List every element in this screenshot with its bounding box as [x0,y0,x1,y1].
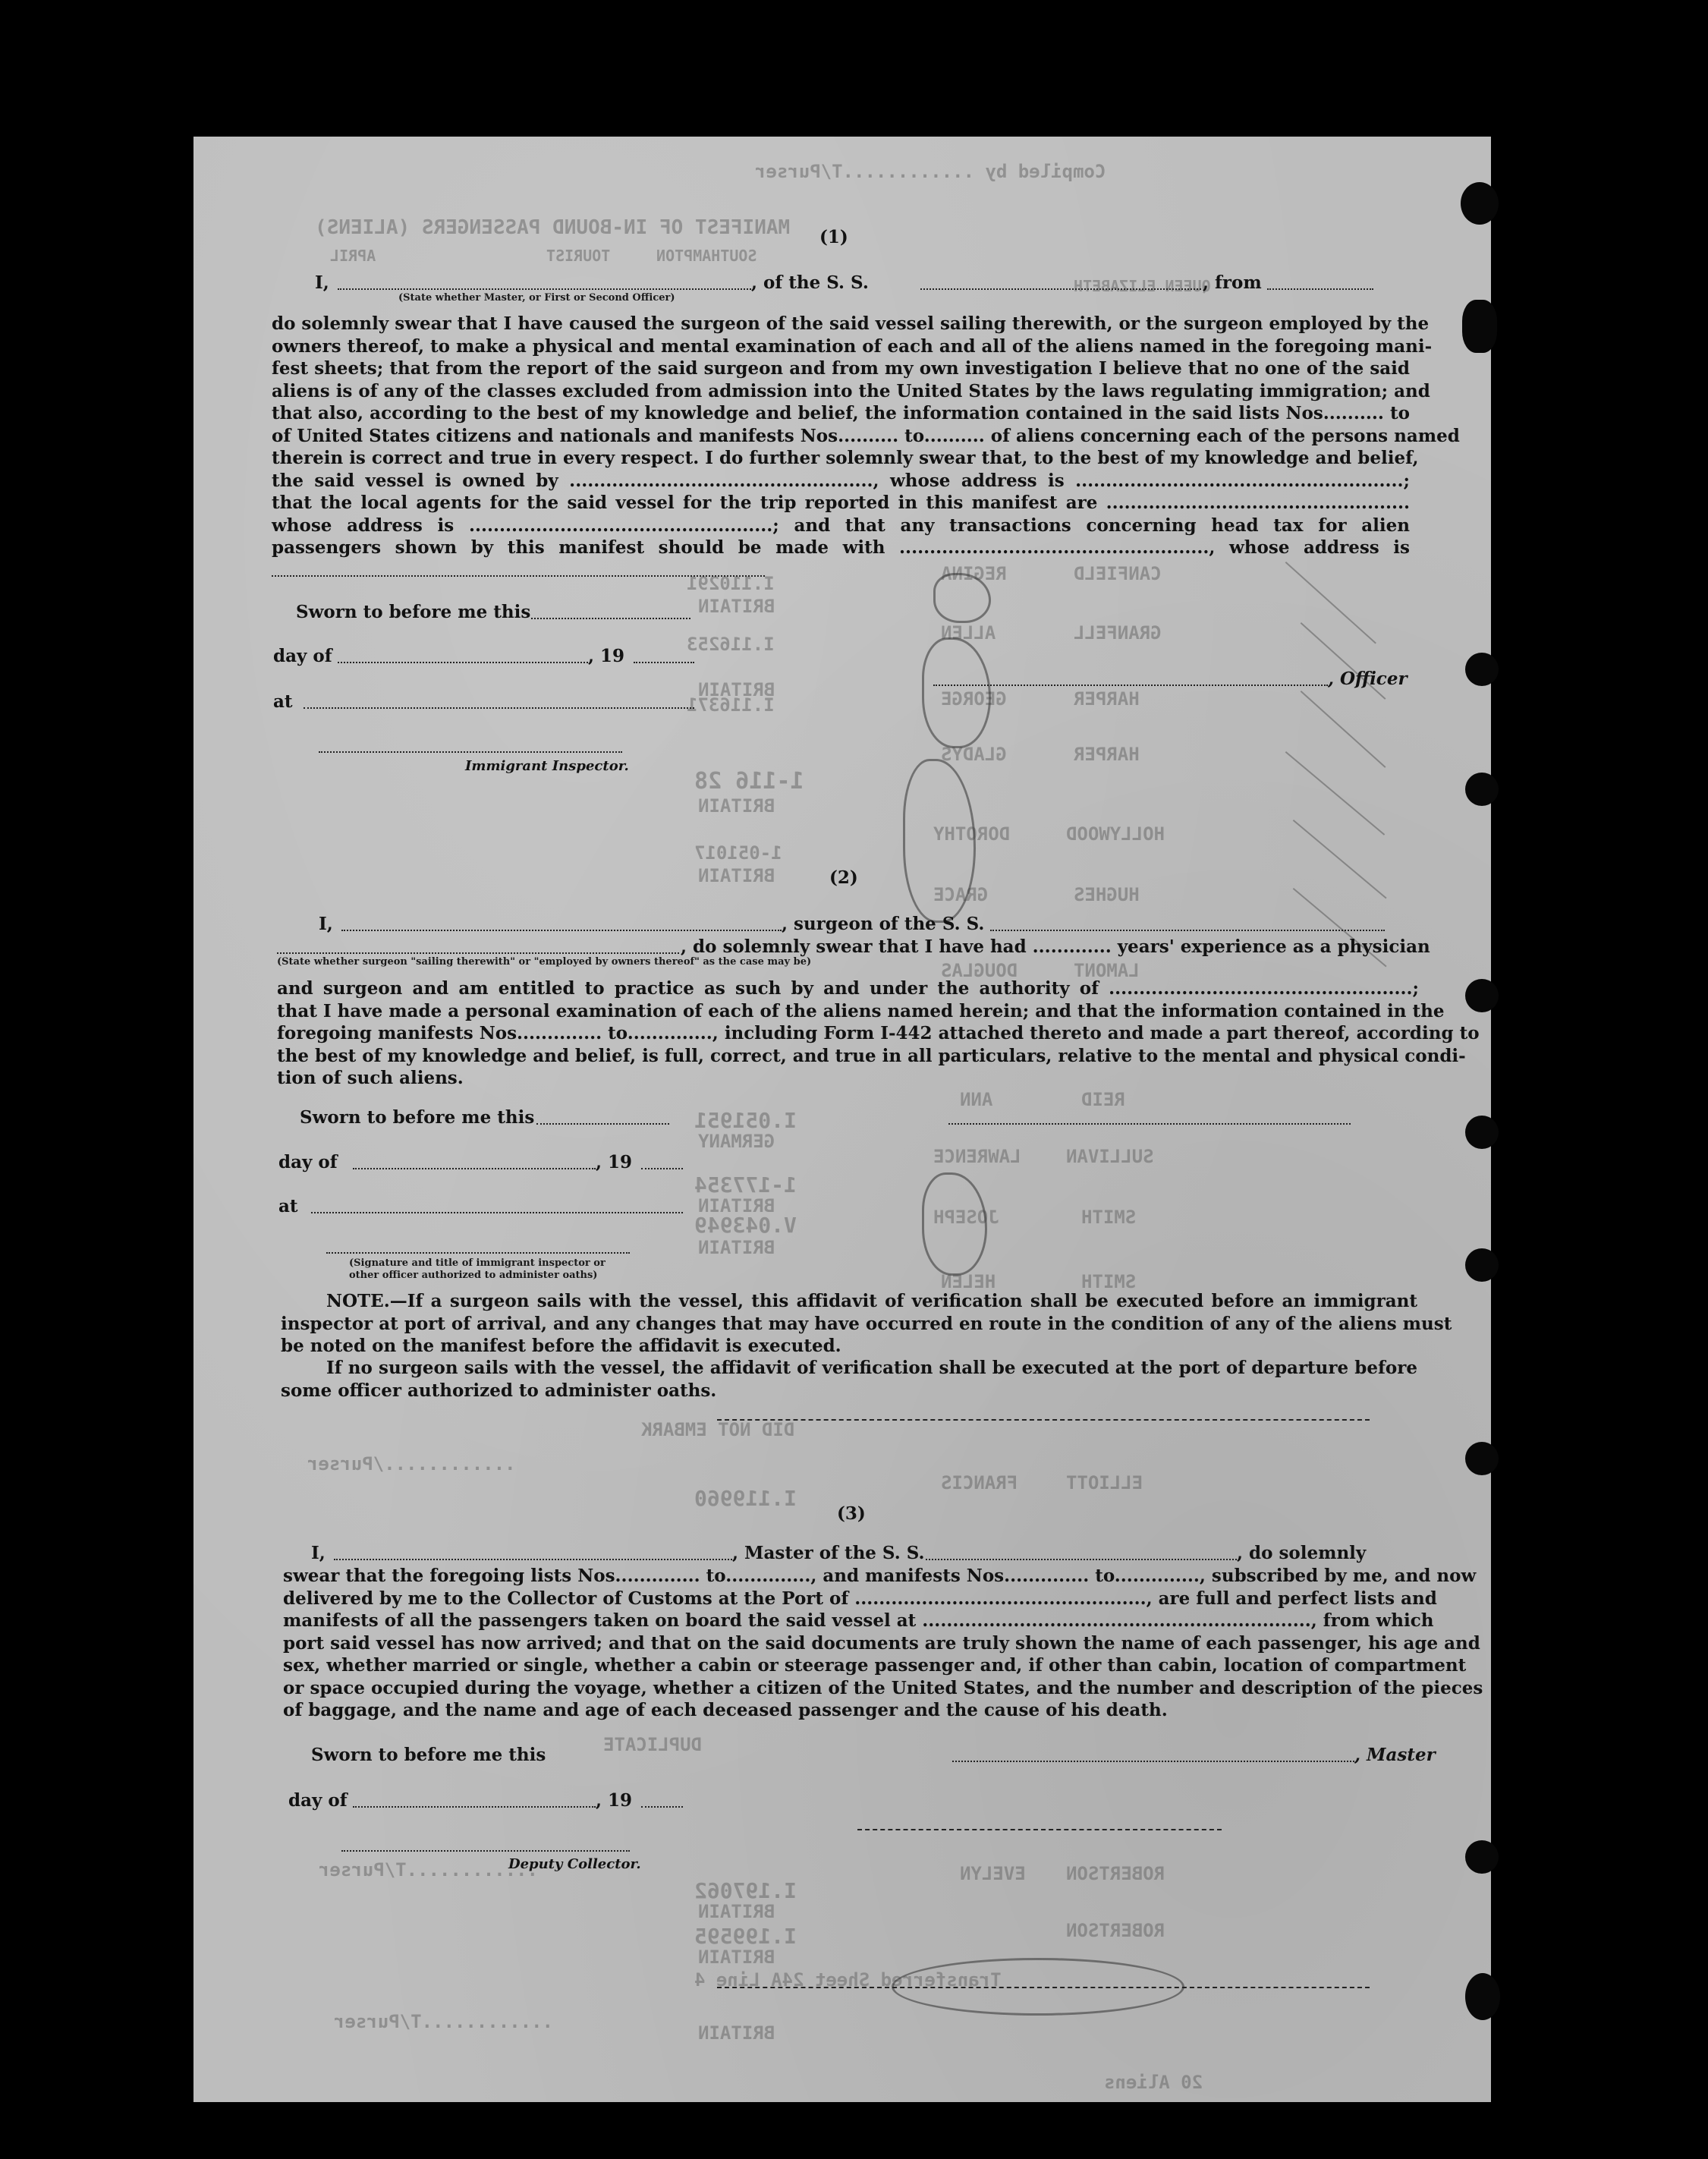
s3-collector-label: Deputy Collector. [508,1856,641,1872]
bleed-number: I.197062 [694,1878,797,1903]
note-line: be noted on the manifest before the affidavit is executed. [281,1336,841,1356]
para-line: do solemnly swear that I have caused the surgeon of the said vessel sailing therewith, or the surgeon employed by the [272,313,1430,334]
para-line: and surgeon and am entitled to practice as such by and under the authority of ..................................................; [277,978,1419,999]
s1-at-field[interactable] [304,707,694,709]
para-line: whose address is ..................................................; and that any transactions concerning head tax for alien [272,515,1410,536]
para-line: passengers shown by this manifest should be made with ..................................................., whose address is [272,537,1410,558]
bleed-aliens-count: 20 Aliens [1104,2072,1203,2093]
bleed-country: BRITAIN [698,2022,775,2044]
s1-vessel-field[interactable] [920,288,1201,290]
s2-note-paragraph [281,1290,1452,1358]
bleed-firstname: GEORGE [941,688,1007,710]
para-line: of baggage, and the name and age of each deceased passenger and the cause of his death. [283,1700,1168,1720]
s3-vessel-field[interactable] [926,1559,1237,1560]
bleed-surname: ROBERTSON [1066,1863,1165,1884]
s1-inspector-label: Immigrant Inspector. [465,758,629,774]
bleed-surname: HARPER [1074,744,1140,765]
para-line: aliens is of any of the classes excluded from admission into the United States by the laws regulating immigration; and [272,380,1430,401]
bleed-month: APRIL [330,247,376,265]
s1-at-label: at [273,691,293,712]
bleed-vessel: QUEEN ELIZABETH [1074,277,1211,295]
s2-line2: , do solemnly swear that I have had ............. years' experience as a physician [681,936,1430,957]
punch-hole [1465,979,1499,1012]
s1-officer-signature-field[interactable] [933,685,1328,686]
bleed-surname: ROBERTSON [1066,1920,1165,1941]
s3-month-field[interactable] [353,1806,596,1808]
bleed-surname: HUGHES [1074,884,1140,905]
bleed-diagonal-stroke [1285,562,1376,644]
s1-officer-name-field[interactable] [338,288,751,290]
bleed-diagonal-stroke [1285,751,1386,836]
s3-solemnly-label: , do solemnly [1237,1543,1367,1563]
bleed-number: I.110291 [687,573,775,594]
bleed-surname: LAMONT [1074,960,1140,981]
handwriting-mark [922,637,991,748]
bleed-surname: ELLIOTT [1066,1472,1143,1493]
bleed-class: TOURIST [546,247,611,265]
s2-note2-paragraph [281,1357,1417,1402]
bleed-number: I.116371 [687,694,775,716]
para-line: port said vessel has now arrived; and that on the said documents are truly shown the name of each passenger, his age and [283,1632,1480,1654]
bleed-diagonal-stroke [1301,691,1386,768]
punch-hole [1465,1248,1499,1282]
bleed-country: BRITAIN [698,1947,775,1968]
bleed-country: BRITAIN [698,596,775,617]
bleed-number: 1-116 28 [694,768,804,795]
s1-i-label: I, [315,272,329,293]
s2-sworn-label: Sworn to before me this [300,1107,535,1128]
bleed-firstname: JOSEPH [933,1207,999,1228]
s1-from-field[interactable] [1267,288,1373,290]
s2-officer-signature-field[interactable] [326,1252,630,1254]
para-line: or space occupied during the voyage, whether a citizen of the United States, and the number and description of the pieces [283,1677,1483,1698]
bleed-firstname: HELEN [941,1271,996,1292]
bleed-country: BRITAIN [698,1237,775,1258]
para-line: foregoing manifests Nos.............. to.............., including Form I-442 attached thereto and made a part thereof, according to [277,1023,1480,1043]
para-line: the best of my knowledge and belief, is full, correct, and true in all particulars, relative to the mental and physical condi- [277,1045,1466,1066]
s2-sig-note-2: other officer authorized to administer oaths) [349,1270,598,1281]
s1-of-the-ss-label: , of the S. S. [751,272,869,293]
s1-year-label: , 19 [588,646,625,666]
s1-day-of-label: day of [273,646,332,666]
para-line: swear that the foregoing lists Nos.............. to.............., and manifests Nos.............. to.............., subscribed by me, and now [283,1566,1477,1586]
s2-surgeon-of-label: , surgeon of the S. S. [782,914,985,934]
s2-sworn-day-field[interactable] [536,1123,669,1125]
s3-i-label: I, [311,1543,326,1563]
para-line: owners thereof, to make a physical and mental examination of each and all of the aliens named in the foregoing mani- [272,335,1433,357]
s3-oath-paragraph [283,1565,1483,1722]
s1-sworn-day-field[interactable] [531,618,690,619]
s2-surgeon-status-field[interactable] [277,952,679,954]
s3-master-of-label: , Master of the S. S. [732,1543,925,1563]
s1-headtax-address-field[interactable] [272,575,765,577]
bleed-header: Compiled by ............T/Purser [755,161,1106,182]
s2-sig-note-1: (Signature and title of immigrant inspector or [349,1257,606,1269]
s3-year-field[interactable] [641,1806,683,1808]
punch-hole [1465,1442,1499,1475]
para-line: the said vessel is owned by .................................................., whose address is ......................................................; [272,470,1410,491]
s2-year-label: , 19 [596,1152,633,1172]
bleed-surname: CANFIELD [1074,563,1162,584]
bleed-firstname: FRANCIS [941,1472,1018,1493]
section-3-number: (3) [837,1503,866,1524]
s2-i-label: I, [319,914,333,934]
bleed-firstname: DOROTHY [933,823,1011,845]
bleed-status: DID NOT EMBARK [641,1419,795,1440]
handwriting-mark [922,1172,987,1276]
bleed-port: SOUTHAMPTON [656,247,757,265]
punch-hole [1461,182,1499,225]
para-line: delivered by me to the Collector of Customs at the Port of ................................................, are full and perfect lists and [283,1588,1437,1609]
s3-master-name-field[interactable] [334,1559,732,1560]
bleed-country: BRITAIN [698,679,775,700]
s3-year-label: , 19 [596,1790,633,1811]
s3-master-label: , Master [1354,1745,1436,1765]
s1-from-label: , from [1203,272,1262,293]
punch-hole [1465,1116,1499,1149]
punch-hole [1465,1973,1500,2020]
s2-at-label: at [278,1196,298,1216]
bleed-purser: ............/Purser [307,1453,516,1474]
s2-oath-officer-signature-field[interactable] [717,1419,1370,1421]
s2-inspector-signature-field[interactable] [948,1123,1351,1125]
bleed-country: BRITAIN [698,1901,775,1922]
s1-year-field[interactable] [634,662,694,663]
bleed-country: GERMANY [698,1131,775,1152]
bleed-firstname: GRACE [933,884,989,905]
punch-hole [1462,300,1497,353]
note-line: NOTE.—If a surgeon sails with the vessel, this affidavit of verification shall be executed before an immigrant [326,1291,1417,1311]
bleed-firstname: ANN [960,1089,993,1110]
s3-dashed-rule [717,1987,1370,1988]
bleed-firstname: LAWRENCE [933,1146,1021,1167]
bleed-purser: ............T/Purser [319,1859,538,1880]
s3-day-of-label: day of [288,1790,348,1811]
s3-dashed-rule [857,1829,1222,1830]
manifest-page [193,137,1491,2102]
note-line: If no surgeon sails with the vessel, the affidavit of verification shall be executed at the port of departure before [326,1358,1417,1378]
s3-sworn-label: Sworn to before me this [311,1745,546,1765]
s1-inspector-signature-field[interactable] [319,751,622,753]
punch-hole [1465,1840,1499,1874]
s1-month-field[interactable] [338,662,588,663]
bleed-surname: GRANFELL [1074,622,1162,644]
bleed-diagonal-stroke [1293,820,1387,899]
bleed-transferred: Transferred Sheet 24A Line 4 [694,1969,1002,1991]
bleed-number: I.199595 [694,1924,797,1949]
s3-collector-signature-field[interactable] [341,1850,630,1852]
para-line: that I have made a personal examination of each of the aliens named herein; and that the information contained in the [277,1000,1445,1021]
s2-surgeon-note: (State whether surgeon "sailing therewith" or "employed by owners thereof" as the case may be) [277,956,812,968]
bleed-firstname: REGINA [941,563,1007,584]
bleed-duplicate: DUPLICATE [603,1734,703,1755]
punch-hole [1465,773,1499,806]
bleed-number: 1-051017 [694,842,782,864]
note-line: inspector at port of arrival, and any changes that may have occurred en route in the condition of any of the aliens must [281,1313,1452,1334]
para-line: sex, whether married or single, whether a cabin or steerage passenger and, if other than cabin, location of compartment [283,1655,1467,1676]
bleed-firstname: DOUGLAS [941,960,1018,981]
bleed-firstname: ALLEN [941,622,996,644]
bleed-purser: ............T/Purser [334,2011,553,2032]
s2-day-of-label: day of [278,1152,338,1172]
handwriting-mark [903,759,976,923]
s2-oath-paragraph [277,977,1480,1090]
bleed-firstname: EVELYN [960,1863,1026,1884]
bleed-country: BRITAIN [698,865,775,886]
bleed-number: I.116253 [687,634,775,655]
bleed-surname: HOLLYWOOD [1066,823,1165,845]
s2-at-field[interactable] [311,1212,683,1213]
punch-hole [1465,653,1499,686]
s3-master-signature-field[interactable] [952,1761,1354,1762]
note-line: some officer authorized to administer oaths. [281,1380,717,1401]
para-line: that also, according to the best of my knowledge and belief, the information contained in the said lists Nos.......... to [272,403,1410,423]
bleed-number: V.043949 [694,1213,797,1238]
para-line: that the local agents for the said vessel for the trip reported in this manifest are .................................................. [272,493,1410,513]
bleed-number: 1-177354 [694,1172,797,1198]
bleed-country: BRITAIN [698,1195,775,1216]
s1-sworn-label: Sworn to before me this [296,602,531,622]
s1-officer-label: , Officer [1328,669,1408,689]
section-1-number: (1) [819,227,848,247]
para-line: manifests of all the passengers taken on board the said vessel at ................................................................, from which [283,1610,1434,1631]
bleed-surname: SMITH [1081,1207,1137,1228]
bleed-firstname: GLADYS [941,744,1007,765]
bleed-surname: SMITH [1081,1271,1137,1292]
s2-year-field[interactable] [641,1168,683,1169]
para-line: of United States citizens and nationals and manifests Nos.......... to.......... of aliens concerning each of the persons named [272,425,1460,446]
bleed-number: I.119960 [694,1486,797,1511]
s2-month-field[interactable] [353,1168,596,1169]
para-line: fest sheets; that from the report of the said surgeon and from my own investigation I believe that no one of the said [272,358,1410,379]
bleed-country: BRITAIN [698,795,775,817]
section-2-number: (2) [829,867,858,888]
s1-officer-note: (State whether Master, or First or Second Officer) [398,292,675,304]
s2-surgeon-name-field[interactable] [341,930,782,931]
s2-vessel-field[interactable] [990,930,1385,931]
bleed-surname: HARPER [1074,688,1140,710]
bleed-surname: SULLIVAN [1066,1146,1154,1167]
bleed-surname: REID [1081,1089,1125,1110]
bleed-title: MANIFEST OF IN-BOUND PASSENGERS (ALIENS) [315,216,791,239]
para-line: therein is correct and true in every respect. I do further solemnly swear that, to the best of my knowledge and belief, [272,448,1419,468]
bleed-number: I.051951 [694,1108,797,1133]
para-line: tion of such aliens. [277,1068,464,1088]
s1-oath-paragraph [272,313,1460,559]
